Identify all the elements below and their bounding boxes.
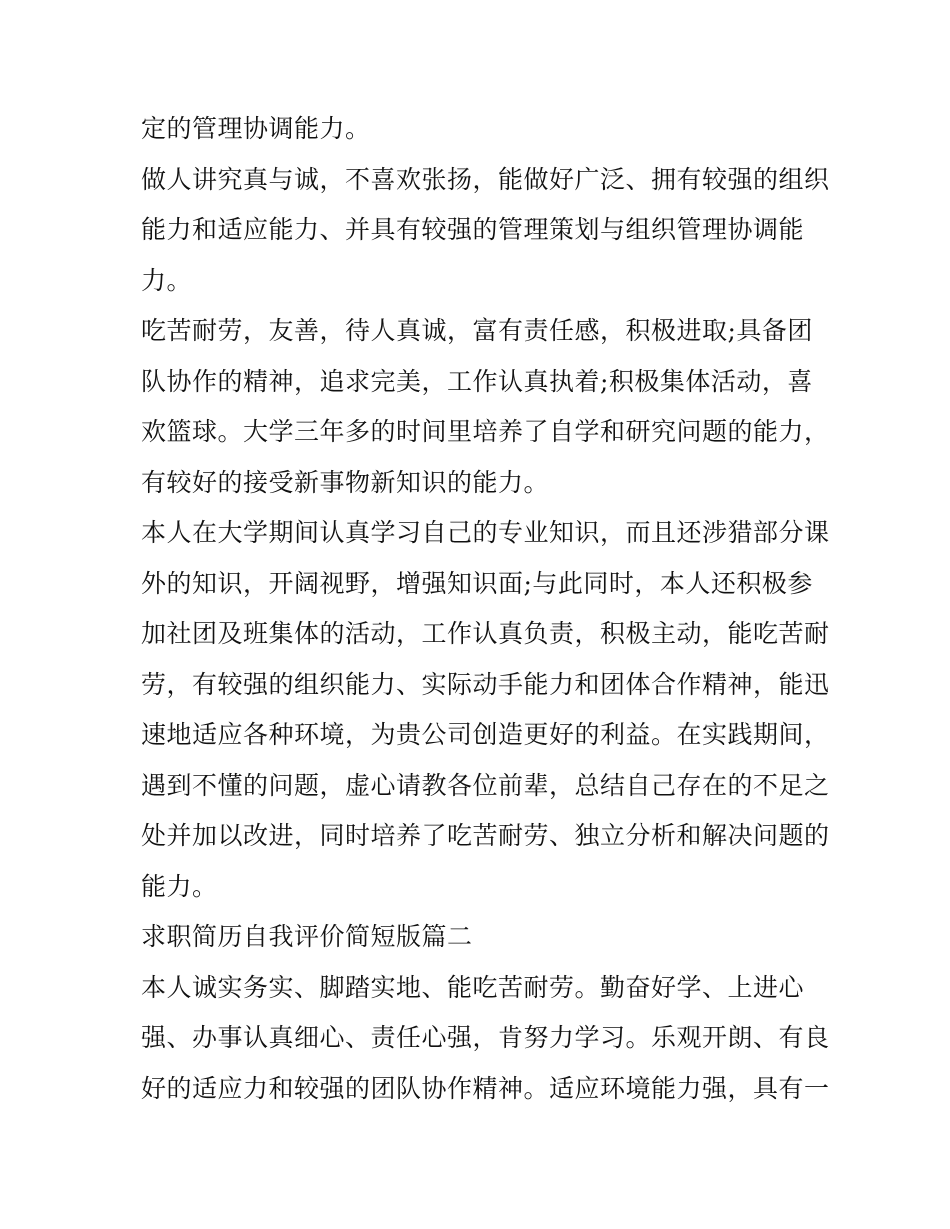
text-line: 本人在大学期间认真学习自己的专业知识，而且还涉猎部分课 bbox=[141, 518, 830, 547]
text-line: 外的知识，开阔视野，增强知识面;与此同时，本人还积极参 bbox=[141, 569, 813, 598]
text-line: 能力。 bbox=[141, 872, 218, 901]
text-line: 做人讲究真与诚，不喜欢张扬，能做好广泛、拥有较强的组织 bbox=[141, 165, 830, 194]
text-line: 定的管理协调能力。 bbox=[141, 114, 371, 143]
text-line: 队协作的精神，追求完美，工作认真执着;积极集体活动，喜 bbox=[141, 367, 813, 396]
section-heading: 求职简历自我评价简短版篇二 bbox=[141, 922, 473, 951]
text-line: 加社团及班集体的活动，工作认真负责，积极主动，能吃苦耐 bbox=[141, 619, 830, 648]
text-line: 劳，有较强的组织能力、实际动手能力和团体合作精神，能迅 bbox=[141, 670, 830, 699]
text-line: 本人诚实务实、脚踏实地、能吃苦耐劳。勤奋好学、上进心 bbox=[141, 973, 805, 1002]
text-line: 能力和适应能力、并具有较强的管理策划与组织管理协调能 bbox=[141, 215, 805, 244]
text-line: 强、办事认真细心、责任心强，肯努力学习。乐观开朗、有良 bbox=[141, 1023, 830, 1052]
text-line: 欢篮球。大学三年多的时间里培养了自学和研究问题的能力， bbox=[141, 417, 830, 446]
text-line: 力。 bbox=[141, 266, 193, 295]
text-line: 吃苦耐劳，友善，待人真诚，富有责任感，积极进取;具备团 bbox=[141, 316, 813, 345]
text-line: 有较好的接受新事物新知识的能力。 bbox=[141, 468, 550, 497]
text-line: 处并加以改进，同时培养了吃苦耐劳、独立分析和解决问题的 bbox=[141, 821, 830, 850]
text-line: 遇到不懂的问题，虚心请教各位前辈，总结自己存在的不足之 bbox=[141, 771, 830, 800]
text-line: 好的适应力和较强的团队协作精神。适应环境能力强，具有一 bbox=[141, 1074, 830, 1103]
text-line: 速地适应各种环境，为贵公司创造更好的利益。在实践期间， bbox=[141, 720, 830, 749]
